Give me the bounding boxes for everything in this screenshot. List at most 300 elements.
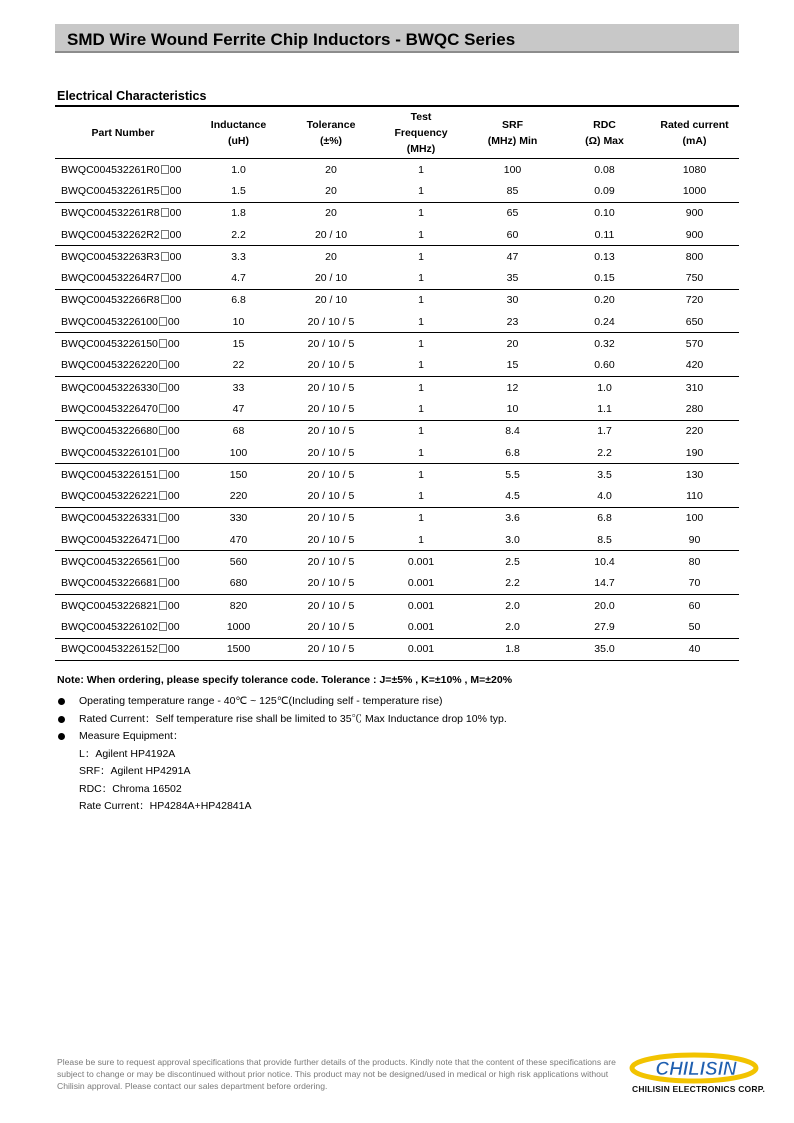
rdc-cell: 4.0 [559,485,650,507]
part-number-suffix: 00 [169,228,182,241]
note-bullet-temperature [57,693,512,711]
inductance-cell: 3.3 [231,250,246,263]
current-cell: 70 [650,573,739,595]
inductance-cell: 4.7 [191,267,286,289]
freq-cell: 1 [418,425,424,438]
srf-cell: 8.4 [505,425,520,438]
table-row [55,159,739,181]
current-cell: 80 [688,555,701,568]
tolerance-code-box-icon [159,622,167,631]
column-header-label: Inductance [210,118,267,131]
inductance-cell: 6.8 [231,294,246,307]
freq-cell: 1 [376,311,466,333]
part-number-cell [55,355,191,377]
equipment-item: Rate Current：HP4284A+HP42841A [79,800,252,812]
rdc-cell: 0.13 [594,250,615,263]
srf-cell: 3.6 [505,512,520,525]
column-header-label: Tolerance [306,118,356,131]
freq-cell: 0.001 [407,599,435,612]
part-number-prefix: BWQC00453226471 [61,533,158,546]
part-number-prefix: BWQC00453226470 [61,402,158,415]
part-number-cell [55,202,191,224]
tolerance-cell: 20 / 10 / 5 [307,425,355,438]
current-cell: 420 [650,355,739,377]
inductance-cell: 330 [229,512,248,525]
tolerance-cell: 20 [325,250,337,263]
table-row [55,289,739,311]
tolerance-cell: 20 / 10 / 5 [307,468,355,481]
table-row [55,224,739,246]
freq-cell: 1 [418,207,424,220]
tolerance-cell: 20 / 10 [286,224,376,246]
part-number-prefix: BWQC00453226100 [61,315,158,328]
table-row [55,398,739,420]
tolerance-code-box-icon [159,535,167,544]
column-header-label: (uH) [228,134,249,147]
current-cell: 110 [650,485,739,507]
bullet-dot-icon [58,716,65,723]
srf-cell: 23 [466,311,559,333]
tolerance-code-box-icon [159,404,167,413]
tolerance-code-box-icon [159,513,167,522]
part-number-prefix: BWQC00453226150 [61,338,158,351]
freq-cell: 1 [418,338,424,351]
column-header-label: (mA) [682,134,707,147]
page-title: SMD Wire Wound Ferrite Chip Inductors - BWQC Series [67,30,516,49]
column-header-label: (MHz) [406,142,436,155]
column-header-label: RDC [593,118,616,131]
freq-cell: 0.001 [376,616,466,638]
srf-cell: 60 [466,224,559,246]
table-row [55,311,739,333]
part-number-cell [55,529,191,551]
inductance-cell: 1500 [191,638,286,660]
part-number-cell [55,180,191,202]
inductance-cell: 1.0 [231,163,246,176]
inductance-cell: 2.2 [191,224,286,246]
part-number-prefix: BWQC00453226680 [61,425,158,438]
current-cell: 800 [685,250,704,263]
ordering-note: Note: When ordering, please specify tolerance code. Tolerance : J=±5% , K=±10% , M=±20% [57,674,513,686]
table-row [55,464,739,486]
current-cell: 900 [650,224,739,246]
part-number-suffix: 00 [169,184,182,197]
column-header [466,106,559,159]
tolerance-cell: 20 / 10 / 5 [286,485,376,507]
bullet-text: Operating temperature range - 40℃ ~ 125℃(Including self - temperature rise) [79,695,443,707]
column-header-label: Rated current [660,118,729,131]
srf-cell: 1.8 [466,638,559,660]
part-number-suffix: 00 [169,163,182,176]
table-row [55,442,739,464]
part-number-suffix: 00 [167,446,180,459]
part-number-cell [55,398,191,420]
part-number-cell [55,485,191,507]
rdc-cell: 1.7 [597,425,612,438]
tolerance-code-box-icon [159,557,167,566]
part-number-cell [55,333,191,355]
table-row [55,180,739,202]
part-number-prefix: BWQC00453226101 [61,446,158,459]
srf-cell: 85 [466,180,559,202]
rdc-cell: 1.0 [597,381,612,394]
rdc-cell: 20.0 [594,599,615,612]
chilisin-logo [628,1048,764,1098]
part-number-suffix: 00 [167,490,180,503]
bullet-dot-icon [58,698,65,705]
part-number-prefix: BWQC00453226102 [61,620,158,633]
rdc-cell: 10.4 [594,555,615,568]
current-cell: 130 [685,468,704,481]
rdc-cell: 3.5 [597,468,612,481]
current-cell: 1000 [650,180,739,202]
tolerance-code-box-icon [159,644,167,653]
table-row [55,267,739,289]
part-number-suffix: 00 [167,643,180,656]
srf-cell: 15 [466,355,559,377]
inductance-cell: 1.8 [231,207,246,220]
part-number-prefix: BWQC00453226220 [61,359,158,372]
part-number-suffix: 00 [167,381,180,394]
rdc-cell: 0.24 [559,311,650,333]
inductance-cell: 100 [191,442,286,464]
part-number-cell [55,551,191,573]
freq-cell: 0.001 [407,555,435,568]
part-number-prefix: BWQC004532261R8 [61,207,160,220]
tolerance-cell: 20 / 10 / 5 [286,638,376,660]
inductance-cell: 820 [229,599,248,612]
tolerance-cell: 20 / 10 / 5 [286,355,376,377]
srf-cell: 2.0 [505,599,520,612]
srf-cell: 100 [503,163,522,176]
table-row [55,551,739,573]
table-row [55,529,739,551]
rdc-cell: 8.5 [559,529,650,551]
srf-cell: 35 [466,267,559,289]
current-cell: 90 [650,529,739,551]
tolerance-code-box-icon [161,165,169,174]
rdc-cell: 0.10 [594,207,615,220]
rdc-cell: 0.60 [559,355,650,377]
srf-cell: 4.5 [466,485,559,507]
tolerance-cell: 20 / 10 / 5 [286,529,376,551]
part-number-cell [55,507,191,529]
inductance-cell: 10 [191,311,286,333]
part-number-prefix: BWQC00453226152 [61,643,158,656]
part-number-cell [55,246,191,268]
table-row [55,616,739,638]
part-number-prefix: BWQC004532264R7 [61,272,160,285]
current-cell: 750 [650,267,739,289]
freq-cell: 1 [418,294,424,307]
tolerance-code-box-icon [161,186,169,195]
current-cell: 280 [650,398,739,420]
freq-cell: 1 [376,355,466,377]
column-header-label: (MHz) Min [487,134,538,147]
tolerance-code-box-icon [159,470,167,479]
tolerance-cell: 20 [325,163,337,176]
part-number-cell [55,376,191,398]
tolerance-code-box-icon [159,491,167,500]
table-header-row [55,106,739,159]
srf-cell: 2.5 [505,555,520,568]
tolerance-code-box-icon [159,601,167,610]
tolerance-code-box-icon [159,339,167,348]
inductance-cell: 33 [232,381,245,394]
part-number-suffix: 00 [169,250,182,263]
current-cell: 900 [685,207,704,220]
srf-cell: 5.5 [505,468,520,481]
part-number-cell [55,442,191,464]
electrical-characteristics-table [55,105,739,661]
inductance-cell: 150 [229,468,248,481]
current-cell: 720 [685,294,704,307]
part-number-prefix: BWQC004532261R5 [61,184,160,197]
tolerance-cell: 20 / 10 / 5 [286,616,376,638]
srf-cell: 10 [466,398,559,420]
tolerance-cell: 20 / 10 / 5 [307,338,355,351]
tolerance-code-box-icon [159,360,167,369]
tolerance-code-box-icon [159,383,167,392]
section-title: Electrical Characteristics [57,89,207,103]
tolerance-code-box-icon [161,252,169,261]
part-number-suffix: 00 [167,338,180,351]
tolerance-cell: 20 / 10 / 5 [286,311,376,333]
column-header [55,106,191,159]
note-bullet-rated-current [57,711,512,729]
freq-cell: 1 [418,163,424,176]
freq-cell: 1 [418,250,424,263]
equipment-item: L：Agilent HP4192A [79,747,176,760]
current-cell: 40 [650,638,739,660]
part-number-suffix: 00 [167,468,180,481]
part-number-prefix: BWQC004532262R2 [61,228,160,241]
chilisin-logo-icon [628,1048,764,1084]
freq-cell: 1 [418,381,424,394]
part-number-suffix: 00 [167,533,180,546]
tolerance-cell: 20 [286,180,376,202]
rdc-cell: 14.7 [559,573,650,595]
part-number-suffix: 00 [169,294,182,307]
part-number-cell [55,289,191,311]
part-number-prefix: BWQC00453226681 [61,577,158,590]
part-number-prefix: BWQC00453226221 [61,490,158,503]
part-number-suffix: 00 [167,555,180,568]
current-cell: 310 [685,381,704,394]
part-number-cell [55,594,191,616]
tolerance-cell: 20 / 10 / 5 [307,599,355,612]
note-bullet-equipment [57,728,512,746]
column-header [650,106,739,159]
tolerance-code-box-icon [161,230,169,239]
current-cell: 190 [650,442,739,464]
freq-cell: 1 [376,398,466,420]
current-cell: 1080 [682,163,707,176]
current-cell: 50 [650,616,739,638]
part-number-prefix: BWQC00453226561 [61,555,158,568]
freq-cell: 0.001 [376,573,466,595]
tolerance-cell: 20 / 10 / 5 [286,442,376,464]
part-number-cell [55,638,191,660]
rdc-cell: 0.15 [559,267,650,289]
tolerance-cell: 20 [325,207,337,220]
tolerance-cell: 20 / 10 [314,294,348,307]
part-number-suffix: 00 [167,599,180,612]
tolerance-code-box-icon [159,426,167,435]
srf-cell: 47 [506,250,519,263]
tolerance-cell: 20 / 10 [286,267,376,289]
part-number-cell [55,311,191,333]
part-number-cell [55,420,191,442]
footer-disclaimer: Please be sure to request approval specifications that provide further details of the products. Kindly note that the content of these specifications are subject to change or may be discontinued without prior notice. This product may not be designed/used in medical or high risk applications without Chilisin approval. Please contact our sales department before ordering. [57,1057,616,1091]
inductance-cell: 560 [229,555,248,568]
rdc-cell: 0.11 [559,224,650,246]
tolerance-cell: 20 / 10 / 5 [307,381,355,394]
tolerance-code-box-icon [161,295,169,304]
table-row [55,376,739,398]
table-row [55,594,739,616]
freq-cell: 1 [376,485,466,507]
srf-cell: 3.0 [466,529,559,551]
tolerance-cell: 20 / 10 / 5 [307,555,355,568]
tolerance-code-box-icon [161,273,169,282]
srf-cell: 65 [506,207,519,220]
part-number-suffix: 00 [167,315,180,328]
freq-cell: 1 [376,529,466,551]
rdc-cell: 0.09 [559,180,650,202]
rdc-cell: 0.32 [594,338,615,351]
part-number-suffix: 00 [167,620,180,633]
column-header [376,106,466,159]
notes-section [57,674,512,816]
table-row [55,638,739,660]
freq-cell: 1 [418,512,424,525]
table-body [55,159,739,661]
tolerance-cell: 20 / 10 / 5 [307,512,355,525]
current-cell: 60 [688,599,701,612]
inductance-cell: 15 [232,338,245,351]
inductance-cell: 470 [191,529,286,551]
srf-cell: 12 [506,381,519,394]
part-number-suffix: 00 [167,425,180,438]
bullet-text: Rated Current：Self temperature rise shall be limited to 35℃ Max Inductance drop 10% typ. [79,712,507,725]
tolerance-code-box-icon [161,208,169,217]
column-header [286,106,376,159]
part-number-suffix: 00 [167,512,180,525]
part-number-cell [55,616,191,638]
inductance-cell: 220 [191,485,286,507]
freq-cell: 1 [376,224,466,246]
part-number-prefix: BWQC004532261R0 [61,163,160,176]
table-row [55,485,739,507]
part-number-prefix: BWQC00453226331 [61,512,158,525]
column-header-label: Part Number [91,126,155,139]
table-row [55,333,739,355]
part-number-cell [55,573,191,595]
srf-cell: 2.2 [466,573,559,595]
part-number-prefix: BWQC004532263R3 [61,250,160,263]
freq-cell: 0.001 [376,638,466,660]
bullet-text: Measure Equipment： [79,730,184,742]
rdc-cell: 35.0 [559,638,650,660]
column-header [191,106,286,159]
column-header [559,106,650,159]
srf-cell: 2.0 [466,616,559,638]
part-number-cell [55,267,191,289]
rdc-cell: 1.1 [559,398,650,420]
freq-cell: 1 [376,180,466,202]
rdc-cell: 2.2 [559,442,650,464]
column-header-label: (Ω) Max [585,134,624,147]
freq-cell: 1 [376,442,466,464]
rdc-cell: 27.9 [559,616,650,638]
srf-cell: 30 [506,294,519,307]
tolerance-cell: 20 / 10 / 5 [286,398,376,420]
part-number-suffix: 00 [169,207,182,220]
part-number-cell [55,159,191,181]
column-header-label: (±%) [319,134,343,147]
tolerance-code-box-icon [159,317,167,326]
part-number-suffix: 00 [167,402,180,415]
table-row [55,355,739,377]
current-cell: 570 [685,338,704,351]
column-header-label: SRF [502,118,523,131]
tolerance-code-box-icon [159,448,167,457]
tolerance-cell: 20 / 10 / 5 [286,573,376,595]
inductance-cell: 22 [191,355,286,377]
freq-cell: 1 [418,468,424,481]
part-number-suffix: 00 [167,577,180,590]
inductance-cell: 680 [191,573,286,595]
rdc-cell: 6.8 [597,512,612,525]
equipment-item: RDC：Chroma 16502 [79,782,182,795]
svg-text:CHILISIN: CHILISIN [655,1059,737,1080]
table-row [55,573,739,595]
table-row [55,420,739,442]
table-row [55,507,739,529]
part-number-suffix: 00 [167,359,180,372]
part-number-prefix: BWQC00453226821 [61,599,158,612]
inductance-cell: 68 [232,425,245,438]
part-number-cell [55,464,191,486]
company-name: CHILISIN ELECTRONICS CORP. [632,1084,766,1094]
equipment-item: SRF：Agilent HP4291A [79,765,191,777]
part-number-prefix: BWQC004532266R8 [61,294,160,307]
table-row [55,246,739,268]
column-header-label: Frequency [394,126,448,139]
rdc-cell: 0.20 [594,294,615,307]
part-number-prefix: BWQC00453226330 [61,381,158,394]
srf-cell: 20 [506,338,519,351]
table-row [55,202,739,224]
inductance-cell: 47 [191,398,286,420]
bullet-dot-icon [58,733,65,740]
current-cell: 220 [685,425,704,438]
part-number-suffix: 00 [169,272,182,285]
header-bar [55,24,739,53]
tolerance-code-box-icon [159,578,167,587]
current-cell: 650 [650,311,739,333]
inductance-cell: 1000 [191,616,286,638]
current-cell: 100 [685,512,704,525]
part-number-cell [55,224,191,246]
column-header-label: Test [410,110,432,123]
freq-cell: 1 [376,267,466,289]
srf-cell: 6.8 [466,442,559,464]
rdc-cell: 0.08 [594,163,615,176]
part-number-prefix: BWQC00453226151 [61,468,158,481]
inductance-cell: 1.5 [191,180,286,202]
